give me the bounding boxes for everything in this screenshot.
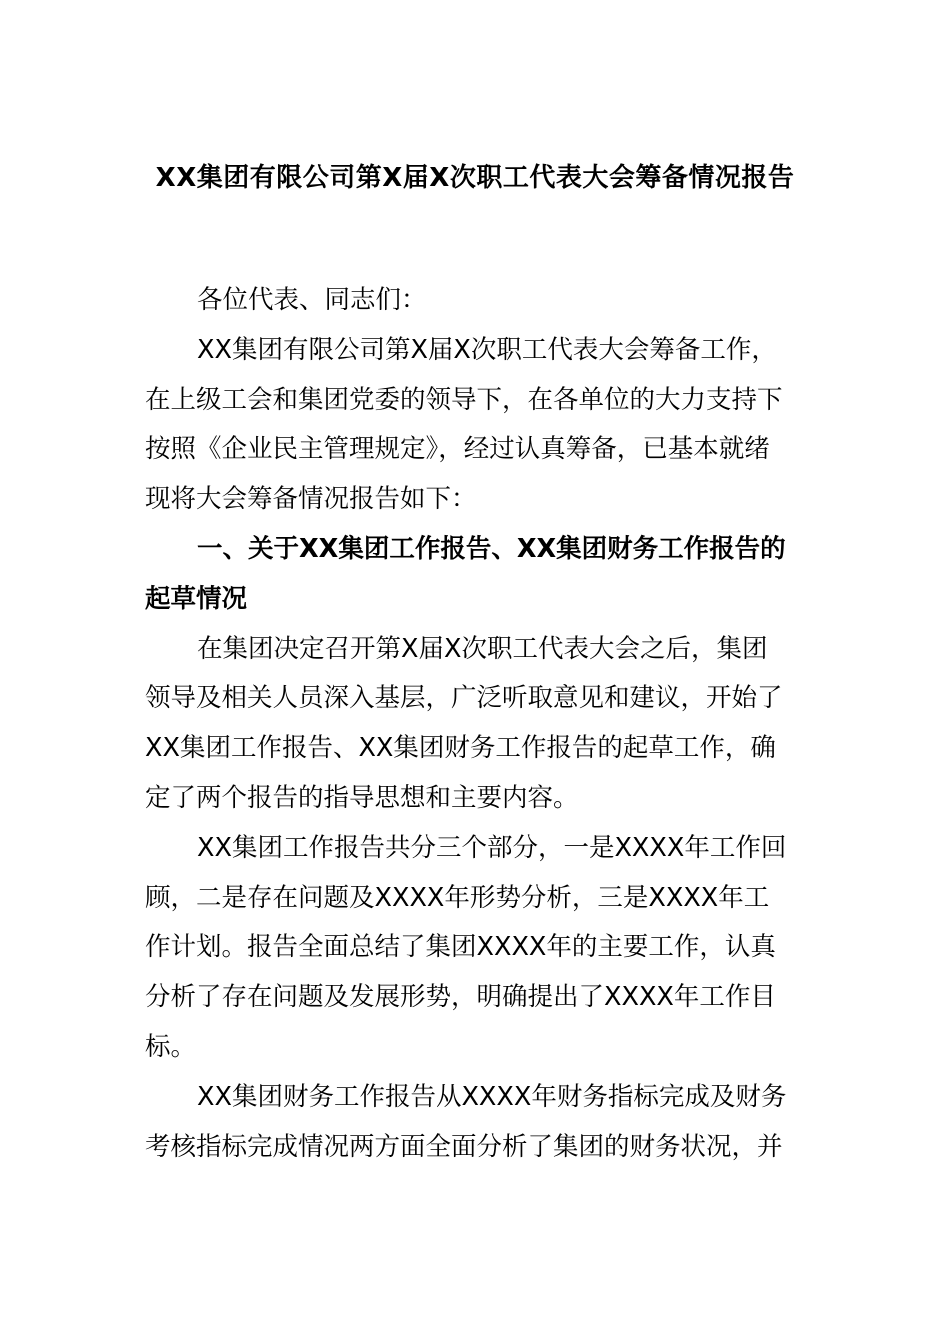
paragraph-line: 按照《企业民主管理规定》，经过认真筹备，已基本就绪 bbox=[145, 434, 770, 465]
paragraph-line: 定了两个报告的指导思想和主要内容。 bbox=[145, 782, 579, 813]
paragraph-line: 考核指标完成情况两方面全面分析了集团的财务状况，并 bbox=[145, 1131, 783, 1162]
paragraph-line: XX集团工作报告、XX集团财务工作报告的起草工作，确 bbox=[145, 733, 776, 764]
salutation-line: 各位代表、同志们： bbox=[197, 285, 427, 315]
section-heading-line: 起草情况 bbox=[145, 583, 248, 614]
paragraph-line: 分析了存在问题及发展形势，明确提出了XXXX年工作目 bbox=[145, 982, 776, 1013]
paragraph-line: XX集团财务工作报告从XXXX年财务指标完成及财务 bbox=[197, 1081, 787, 1112]
paragraph-line: 顾，二是存在问题及XXXX年形势分析，三是XXXX年工 bbox=[145, 882, 770, 913]
paragraph-line: XX集团工作报告共分三个部分，一是XXXX年工作回 bbox=[197, 832, 787, 863]
paragraph-line: 领导及相关人员深入基层，广泛听取意见和建议，开始了 bbox=[145, 683, 783, 714]
paragraph-line: 作计划。报告全面总结了集团XXXX年的主要工作，认真 bbox=[145, 932, 776, 963]
paragraph-line: 在上级工会和集团党委的领导下，在各单位的大力支持下 bbox=[145, 384, 783, 415]
paragraph-line: 标。 bbox=[145, 1031, 197, 1062]
paragraph-line: 现将大会筹备情况报告如下： bbox=[145, 484, 477, 515]
document-body bbox=[145, 276, 809, 1172]
paragraph-line: 在集团决定召开第X届X次职工代表大会之后，集团 bbox=[197, 633, 768, 664]
section-heading-line: 一、关于XX集团工作报告、XX集团财务工作报告的 bbox=[197, 533, 786, 564]
paragraph-line: XX集团有限公司第X届X次职工代表大会筹备工作， bbox=[197, 334, 777, 365]
document-title: XX集团有限公司第X届X次职工代表大会筹备情况报告 bbox=[155, 163, 795, 193]
